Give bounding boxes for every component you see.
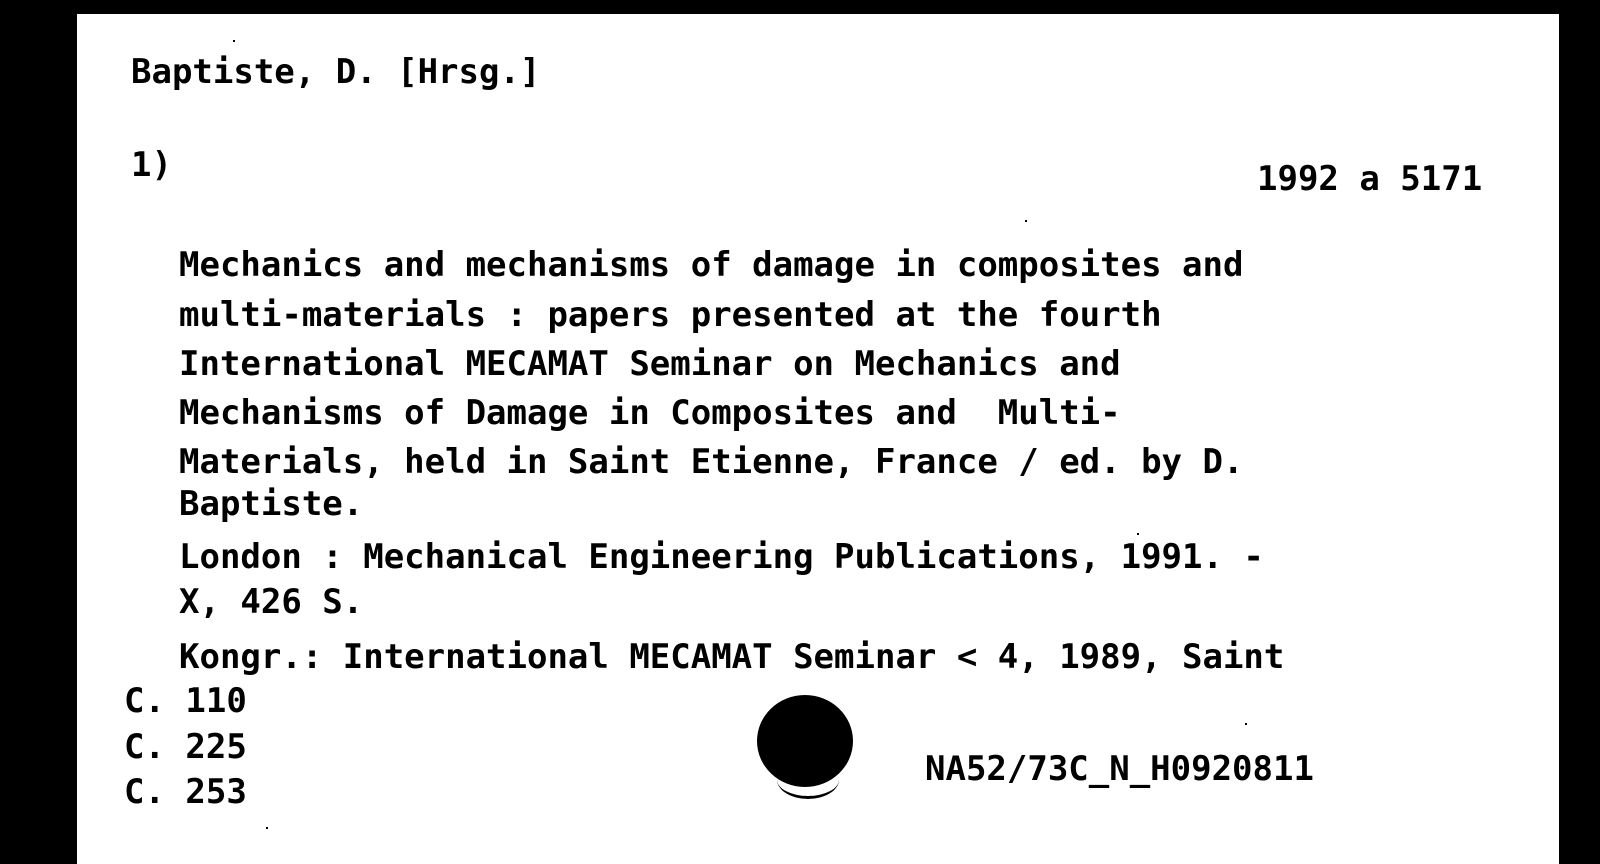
title-line: Baptiste. [179, 484, 364, 524]
class-code: C. 110 [124, 681, 247, 721]
dust-speck [233, 40, 235, 42]
class-code: C. 253 [124, 772, 247, 812]
title-line: multi-materials : papers presented at the fourth [179, 295, 1162, 335]
imprint-line: X, 426 S. [179, 582, 364, 622]
dust-speck [1245, 723, 1247, 725]
title-line: Mechanisms of Damage in Composites and Multi- [179, 393, 1121, 433]
imprint-line: London : Mechanical Engineering Publications, 1991. - [179, 537, 1264, 577]
punch-hole-rim [777, 760, 839, 799]
congress-line: Kongr.: International MECAMAT Seminar < 4, 1989, Saint [179, 637, 1285, 677]
dust-speck [266, 827, 268, 829]
author-heading: Baptiste, D. [Hrsg.] [131, 52, 541, 92]
call-number: 1992 a 5171 [1257, 159, 1483, 199]
footnote-marker: 1) [131, 145, 172, 185]
title-line: International MECAMAT Seminar on Mechanics and [179, 344, 1121, 384]
title-line: Materials, held in Saint Etienne, France / ed. by D. [179, 442, 1244, 482]
dust-speck [1137, 533, 1139, 535]
dust-speck [1025, 220, 1027, 222]
class-code: C. 225 [124, 727, 247, 767]
title-line: Mechanics and mechanisms of damage in composites and [179, 245, 1244, 285]
microfilm-id: NA52/73C_N_H0920811 [925, 749, 1314, 789]
